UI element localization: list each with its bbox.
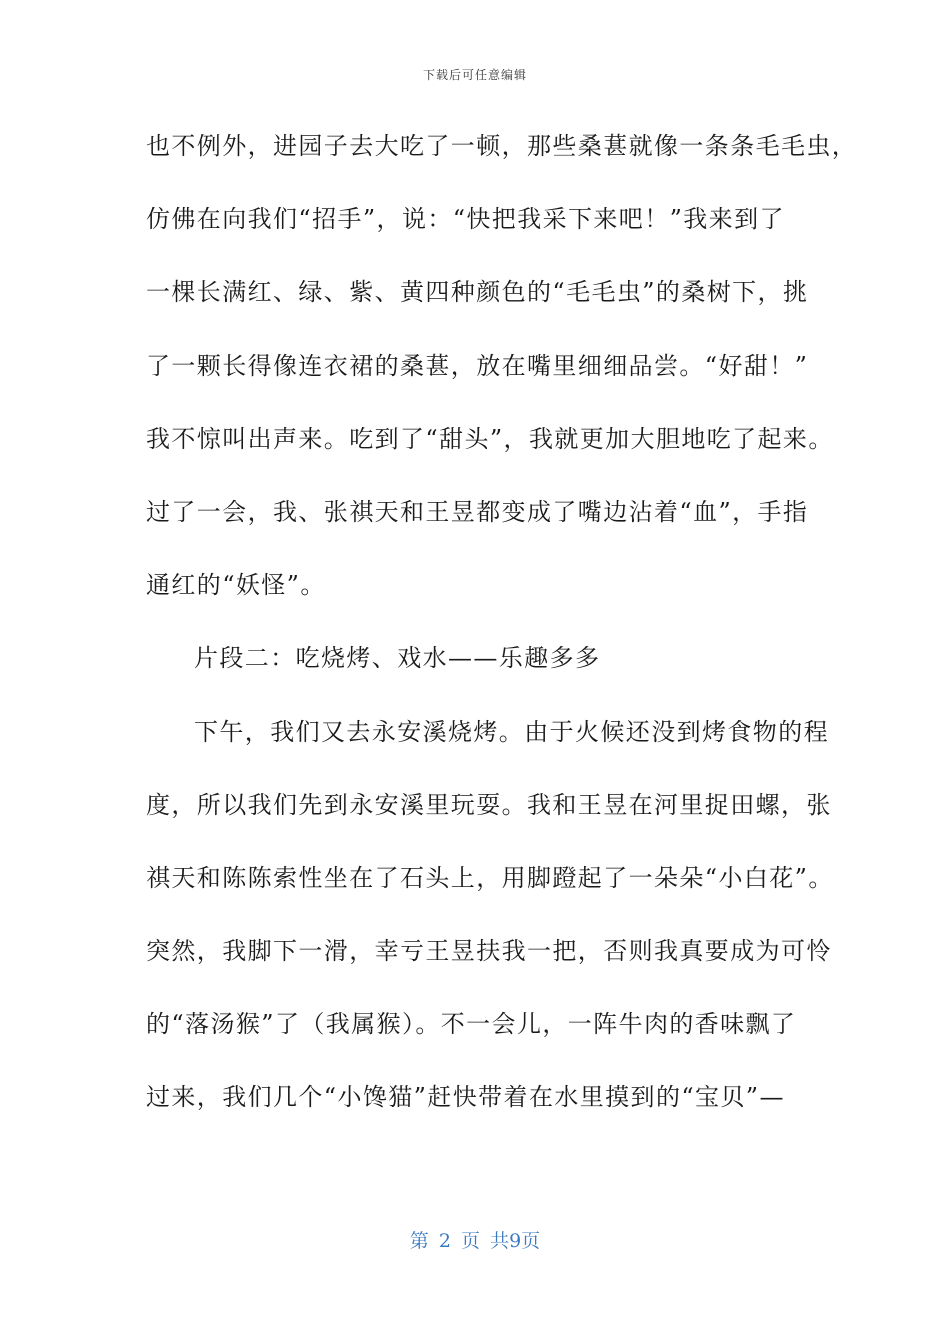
footer-page-word: 页 [461,1230,481,1252]
text-line: 也不例外，进园子去大吃了一顿，那些桑葚就像一条条毛毛虫， [146,132,858,160]
text-line: 我不惊叫出声来。吃到了“甜头”，我就更加大胆地吃了起来。 [146,424,834,453]
footer-total-word: 共 [490,1230,510,1252]
text-line: 度，所以我们先到永安溪里玩耍。我和王昱在河里捉田螺，张 [146,790,832,819]
text-line: 仿佛在向我们“招手”，说：“快把我采下来吧！”我来到了 [146,205,785,234]
text-line: 了一颗长得像连衣裙的桑葚，放在嘴里细细品尝。“好甜！” [146,351,809,380]
footer-suffix: 页 [521,1230,541,1252]
document-body [146,126,858,1151]
text-line: 一棵长满红、绿、紫、黄四种颜色的“毛毛虫”的桑树下，挑 [146,278,809,307]
text-line: 突然，我脚下一滑，幸亏王昱扶我一把，否则我真要成为可怜 [146,937,832,966]
paragraph-start: 下午，我们又去永安溪烧烤。由于火候还没到烤食物的程 [194,717,829,746]
footer-prefix: 第 [409,1230,429,1252]
total-pages-number: 9 [509,1230,522,1252]
text-line: 过了一会，我、张祺天和王昱都变成了嘴边沾着“血”，手指 [146,497,809,526]
section-heading: 片段二：吃烧烤、戏水——乐趣多多 [194,644,601,673]
text-line: 祺天和陈陈索性坐在了石头上，用脚蹬起了一朵朵“小白花”。 [146,863,834,892]
page-number-footer [0,1226,950,1253]
current-page-number: 2 [438,1230,451,1252]
text-line: 通红的“妖怪”。 [146,571,326,600]
text-line: 的“落汤猴”了（我属猴）。不一会儿，一阵牛肉的香味飘了 [146,1010,797,1039]
page-header: 下载后可任意编辑 [422,68,527,82]
text-line: 过来，我们几个“小馋猫”赶快带着在水里摸到的“宝贝”— [146,1083,785,1112]
